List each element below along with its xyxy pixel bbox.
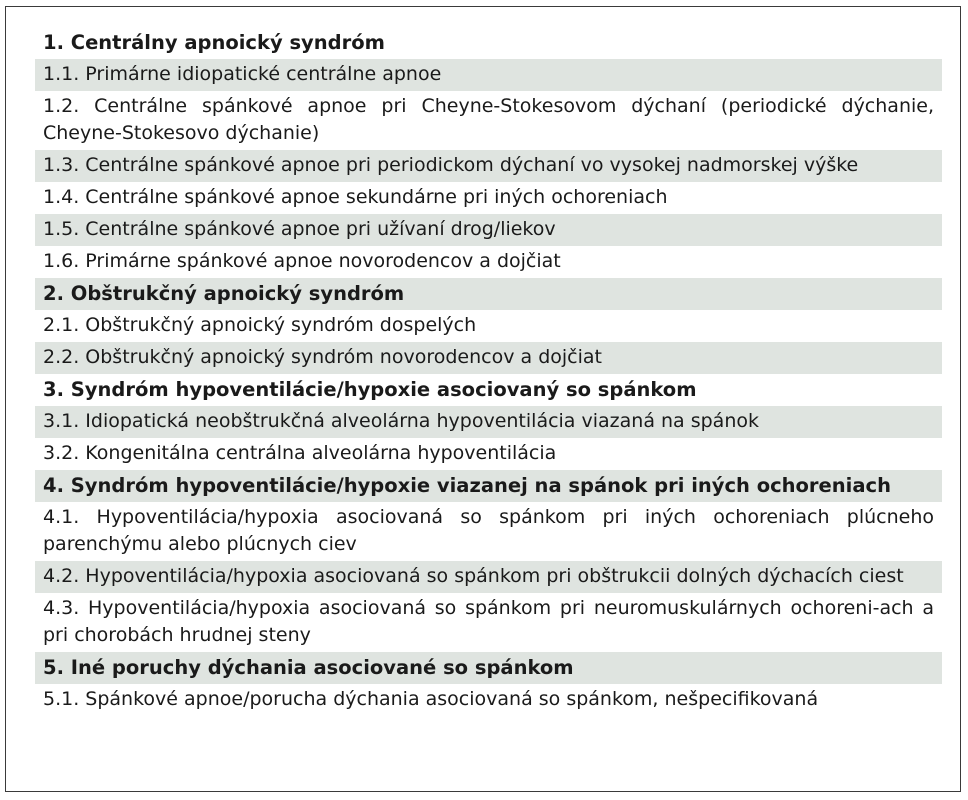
table-row: 1. Centrálny apnoický syndróm [43,31,385,54]
table-row: 4.1. Hypoventilácia/hypoxia asociovaná so spánkom pri iných ochoreniach plúcneho parenchýmu alebo plúcnych ciev [43,506,934,555]
table-row: 3. Syndróm hypoventilácie/hypoxie asociovaný so spánkom [43,378,697,401]
classification-table [35,27,942,716]
table-row: 4. Syndróm hypoventilácie/hypoxie viazanej na spánok pri iných ochoreniach [35,470,942,502]
table-row: 1.1. Primárne idiopatické centrálne apnoe [35,59,942,91]
table-row: 4.3. Hypoventilácia/hypoxia asociovaná so spánkom pri neuromuskulárnych ochoreni-ach a pri chorobách hrudnej steny [43,597,934,646]
table-row: 3.1. Idiopatická neobštrukčná alveolárna hypoventilácia viazaná na spánok [35,406,942,438]
table-row: 5.1. Spánkové apnoe/porucha dýchania asociovaná so spánkom, nešpecifikovaná [43,688,819,710]
table-row: 1.5. Centrálne spánkové apnoe pri užívaní drog/liekov [35,214,942,246]
table-row: 4.2. Hypoventilácia/hypoxia asociovaná so spánkom pri obštrukcii dolných dýchacích ciest [35,561,942,593]
table-row: 5. Iné poruchy dýchania asociované so spánkom [35,652,942,684]
table-row: 1.4. Centrálne spánkové apnoe sekundárne pri iných ochoreniach [43,186,668,208]
table-row: 1.3. Centrálne spánkové apnoe pri periodickom dýchaní vo vysokej nadmorskej výške [35,150,942,182]
table-row: 2.1. Obštrukčný apnoický syndróm dospelých [43,314,477,336]
table-row: 2.2. Obštrukčný apnoický syndróm novorodencov a dojčiat [35,342,942,374]
table-row: 1.6. Primárne spánkové apnoe novorodencov a dojčiat [43,250,561,272]
table-row: 2. Obštrukčný apnoický syndróm [35,278,942,310]
table-frame [5,6,961,792]
table-row: 3.2. Kongenitálna centrálna alveolárna hypoventilácia [43,442,557,464]
table-row: 1.2. Centrálne spánkové apnoe pri Cheyne-Stokesovom dýchaní (periodické dýchanie, Cheyne-Stokesovo dýchanie) [43,95,934,144]
